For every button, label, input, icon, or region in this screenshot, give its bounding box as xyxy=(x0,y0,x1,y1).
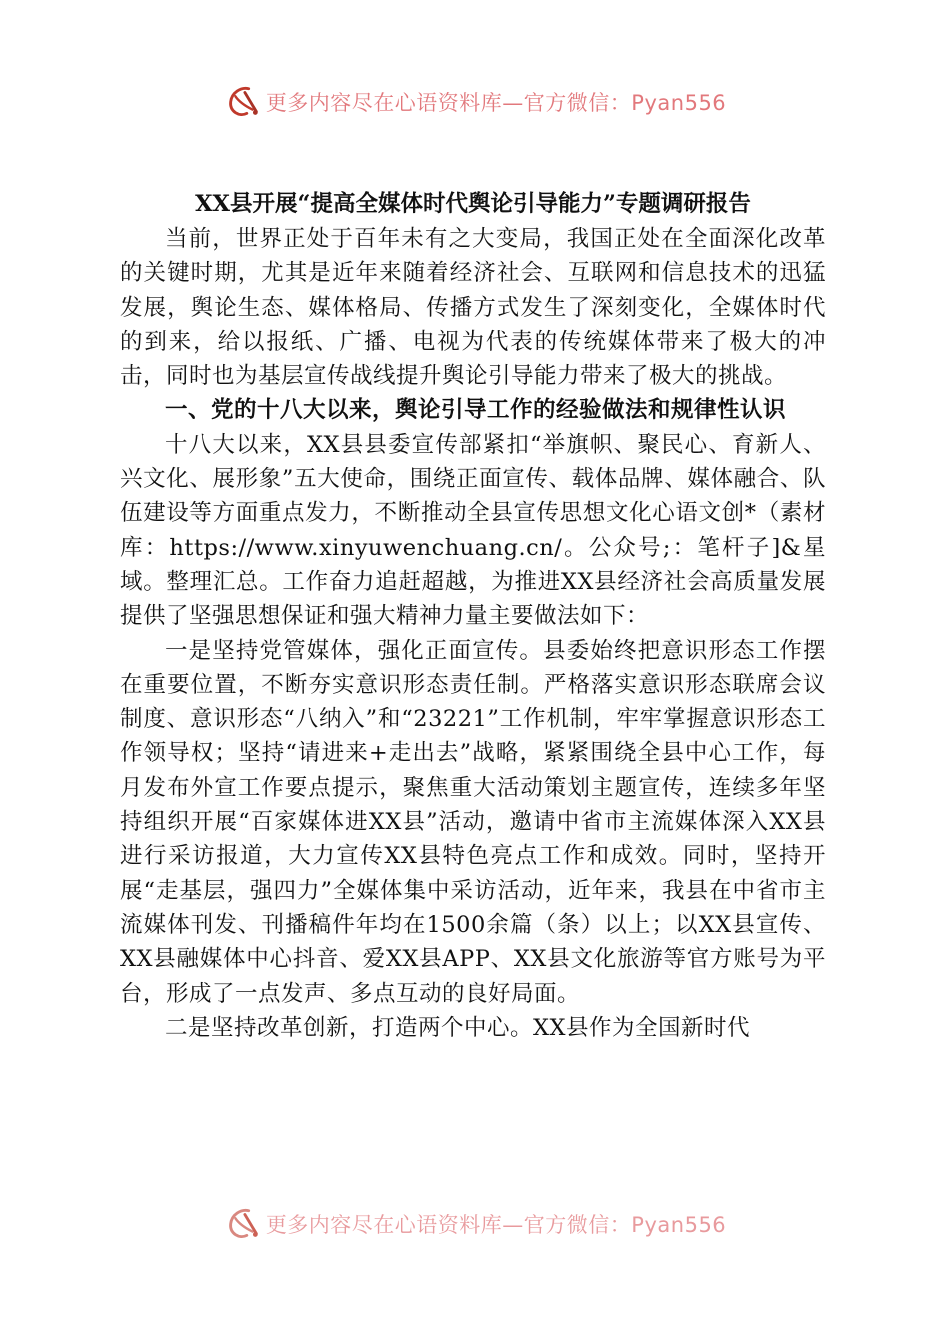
watermark-banner-bottom xyxy=(0,1204,950,1244)
watermark-banner-top xyxy=(0,82,950,122)
intro-paragraph: 当前，世界正处于百年未有之大变局，我国正处在全面深化改革的关键时期，尤其是近年来随着经济社会、互联网和信息技术的迅猛发展，舆论生态、媒体格局、传播方式发生了深刻变化，全媒体时代的到来，给以报纸、广播、电视为代表的传统媒体带来了极大的冲击，同时也为基层宣传战线提升舆论引导能力带来了极大的挑战。 xyxy=(120,226,826,390)
brush-logo-icon xyxy=(224,1205,262,1243)
document-title: XX县开展“提高全媒体时代舆论引导能力”专题调研报告 xyxy=(195,191,751,217)
paragraph-2: 一是坚持党管媒体，强化正面宣传。县委始终把意识形态工作摆在重要位置，不断夯实意识形态责任制。严格落实意识形态联席会议制度、意识形态“八纳入”和“23221”工作机制，牢牢掌握意识形态工作领导权；坚持“请进来+走出去”战略，紧紧围绕全县中心工作，每月发布外宣工作要点提示，聚焦重大活动策划主题宣传，连续多年坚持组织开展“百家媒体进XX县”活动，邀请中省市主流媒体深入XX县进行采访报道，大力宣传XX县特色亮点工作和成效。同时，坚持开展“走基层，强四力”全媒体集中采访活动，近年来，我县在中省市主流媒体刊发、刊播稿件年均在1500余篇（条）以上；以XX县宣传、XX县融媒体中心抖音、爱XX县APP、XX县文化旅游等官方账号为平台，形成了一点发声、多点互动的良好局面。 xyxy=(120,637,826,1007)
document-body xyxy=(120,186,826,1045)
watermark-text-bottom: 更多内容尽在心语资料库—官方微信：Pyan556 xyxy=(265,1213,727,1237)
paragraph-3: 二是坚持改革创新，打造两个中心。XX县作为全国新时代 xyxy=(165,1014,751,1041)
paragraph-1: 十八大以来，XX县县委宣传部紧扣“举旗帜、聚民心、育新人、兴文化、展形象”五大使命，围绕正面宣传、载体品牌、媒体融合、队伍建设等方面重点发力，不断推动全县宣传思想文化心语文创*（素材库：https://www.xinyuwenchuang.cn/。公众号;：笔杆子]&星域。整理汇总。工作奋力追赶超越，为推进XX县经济社会高质量发展提供了坚强思想保证和强大精神力量主要做法如下： xyxy=(120,431,826,630)
watermark-text-top: 更多内容尽在心语资料库—官方微信：Pyan556 xyxy=(265,91,727,115)
section-heading: 一、党的十八大以来，舆论引导工作的经验做法和规律性认识 xyxy=(165,397,787,424)
brush-logo-icon xyxy=(224,83,262,121)
